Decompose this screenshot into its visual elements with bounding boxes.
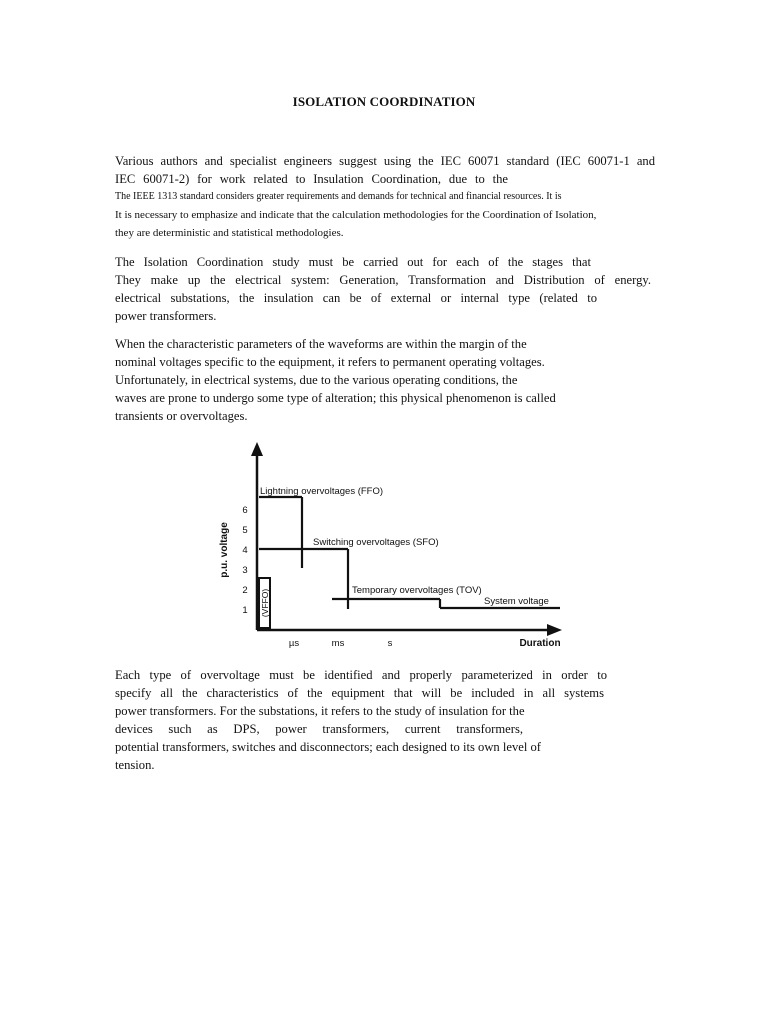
y-axis-label: p.u. voltage xyxy=(219,522,230,578)
paragraph-line: It is necessary to emphasize and indicate that the calculation methodologies for the Coordination of Isolation, xyxy=(115,209,597,221)
tov-label: Temporary overvoltages (TOV) xyxy=(352,585,482,596)
x-axis-arrow xyxy=(547,624,562,636)
paragraph-line: They make up the electrical system: Generation, Transformation and Distribution of energy. xyxy=(115,273,651,287)
paragraph-line: devices such as DPS, power transformers, current transformers, xyxy=(115,722,523,736)
paragraph-line: transients or overvoltages. xyxy=(115,409,248,423)
paragraph-line: electrical substations, the insulation can be of external or internal type (related to xyxy=(115,291,597,305)
y-tick-label: 6 xyxy=(242,505,248,516)
y-axis-arrow xyxy=(251,442,263,456)
paragraph-line: tension. xyxy=(115,758,155,772)
sfo-label: Switching overvoltages (SFO) xyxy=(313,537,439,548)
page-title: ISOLATION COORDINATION xyxy=(292,94,476,109)
ffo-label: Lightning overvoltages (FFO) xyxy=(260,486,384,497)
overvoltage-figure xyxy=(212,440,572,655)
y-tick-label: 3 xyxy=(242,565,248,576)
x-tick-label: s xyxy=(387,638,393,649)
paragraph-line: potential transformers, switches and disconnectors; each designed to its own level of xyxy=(115,740,541,754)
paragraph-line: Various authors and specialist engineers suggest using the IEC 60071 standard (IEC 60071-1 and xyxy=(115,154,655,168)
paragraph-line: Unfortunately, in electrical systems, due to the various operating conditions, the xyxy=(115,373,518,387)
paragraph-line: The Isolation Coordination study must be carried out for each of the stages that xyxy=(115,255,591,269)
y-tick-label: 5 xyxy=(242,525,248,536)
paragraph-line: specify all the characteristics of the equipment that will be included in all systems xyxy=(115,686,604,700)
paragraph-line: they are deterministic and statistical methodologies. xyxy=(115,227,344,239)
paragraph-waveforms xyxy=(115,335,655,425)
paragraph-overvoltage-types xyxy=(115,666,655,774)
vffo-label: (VFFO) xyxy=(260,588,270,618)
paragraph-line: power transformers. For the substations, it refers to the study of insulation for the xyxy=(115,704,525,718)
paragraph-line: The IEEE 1313 standard considers greater requirements and demands for technical and financial resources. It is xyxy=(115,191,562,202)
paragraph-line: power transformers. xyxy=(115,309,217,323)
paragraph-line: Each type of overvoltage must be identified and properly parameterized in order to xyxy=(115,668,607,682)
y-tick-label: 4 xyxy=(242,545,248,556)
paragraph-line: IEC 60071-2) for work related to Insulation Coordination, due to the xyxy=(115,172,508,186)
paragraph-line: When the characteristic parameters of the waveforms are within the margin of the xyxy=(115,337,527,351)
paragraph-line: waves are prone to undergo some type of alteration; this physical phenomenon is called xyxy=(115,391,556,405)
system-voltage-label: System voltage xyxy=(484,596,549,607)
y-tick-label: 2 xyxy=(242,585,248,596)
paragraph-iec-standards xyxy=(115,152,655,242)
x-axis-label: Duration xyxy=(519,638,561,649)
paragraph-study-stages xyxy=(115,253,655,325)
y-tick-label: 1 xyxy=(242,605,248,616)
x-tick-label: ms xyxy=(331,638,345,649)
x-tick-label: µs xyxy=(288,638,300,649)
paragraph-line: nominal voltages specific to the equipment, it refers to permanent operating voltages. xyxy=(115,355,545,369)
